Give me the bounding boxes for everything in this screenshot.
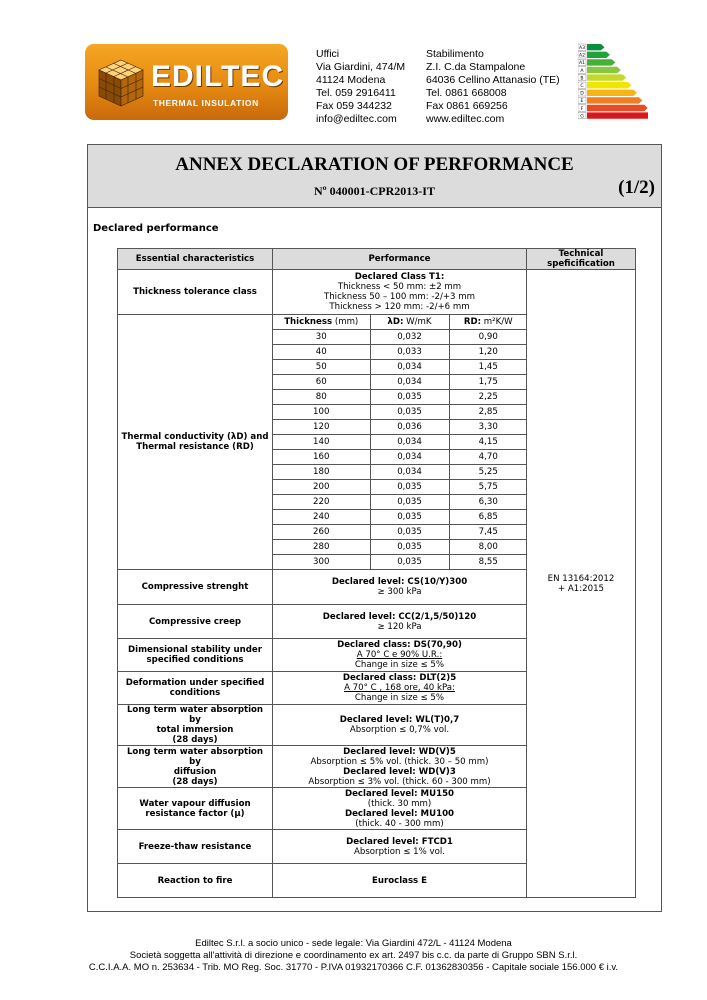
col-unit: W/mK — [403, 317, 432, 327]
perf-line: Declared level: CC(2/1,5/50)120 — [322, 611, 477, 622]
col-label: λD: — [387, 317, 404, 327]
resistance-cell: 7,45 — [449, 525, 527, 540]
resistance-cell: 1,20 — [449, 345, 527, 360]
dimensional-stability-label — [118, 639, 273, 672]
energy-class-bar — [578, 90, 637, 97]
energy-class-bar — [578, 59, 615, 66]
thickness-cell: 300 — [273, 555, 370, 570]
thermal-row — [273, 405, 527, 420]
page-footer — [0, 938, 707, 974]
resistance-cell: 6,85 — [449, 510, 527, 525]
deformation-value — [273, 672, 527, 705]
perf-line: Declared level: WL(T)0,7 — [339, 715, 460, 725]
thermal-row — [273, 390, 527, 405]
perf-line: Declared level: WD(V)5 — [343, 746, 456, 757]
label-line: Deformation under specified — [125, 678, 265, 688]
spec-line: + A1:2015 — [557, 583, 605, 594]
footer-line: Ediltec S.r.l. a socio unico - sede legale: Via Giardini 472/L - 41124 Modena — [195, 938, 512, 949]
compressive-creep-value — [273, 605, 527, 639]
thickness-cell: 30 — [273, 330, 370, 345]
plant-line: Fax 0861 669256 — [426, 100, 508, 112]
thickness-tolerance-value — [273, 270, 527, 315]
label-line: Long term water absorption by — [126, 705, 264, 725]
resistance-cell: 6,30 — [449, 495, 527, 510]
energy-class-bar — [578, 74, 626, 81]
perf-line: Declared level: FTCD1 — [346, 836, 453, 847]
thermal-row — [273, 360, 527, 375]
thermal-row — [273, 435, 527, 450]
energy-class-label: B — [580, 76, 584, 82]
compressive-strength-value — [273, 570, 527, 605]
brand-name: EDILTEC — [151, 60, 285, 93]
lambda-cell: 0,035 — [370, 525, 449, 540]
thermal-label-line: Thermal resistance (RD) — [136, 442, 254, 452]
thermal-row — [273, 420, 527, 435]
office-line: 41124 Modena — [316, 74, 386, 86]
lambda-cell: 0,035 — [370, 510, 449, 525]
perf-line: Declared class: DS(70,90) — [337, 640, 462, 650]
deformation-label — [118, 672, 273, 705]
thickness-cell: 40 — [273, 345, 370, 360]
thermal-row — [273, 555, 527, 570]
lambda-cell: 0,035 — [370, 495, 449, 510]
lambda-cell: 0,035 — [370, 480, 449, 495]
reaction-fire-value: Euroclass E — [273, 864, 527, 898]
lambda-cell: 0,034 — [370, 435, 449, 450]
resistance-cell: 5,75 — [449, 480, 527, 495]
office-email[interactable]: info@ediltec.com — [316, 113, 397, 125]
lambda-cell: 0,036 — [370, 420, 449, 435]
office-line: Tel. 059 2916411 — [316, 87, 396, 99]
page-number: (1/2) — [618, 177, 655, 198]
thickness-cell: 80 — [273, 390, 370, 405]
resistance-cell: 4,70 — [449, 450, 527, 465]
immersion-label — [118, 705, 273, 746]
label-line: Long term water absorption by — [126, 746, 264, 767]
col-label: RD: — [463, 317, 482, 327]
label-line: specified conditions — [146, 655, 244, 665]
diffusion-value — [273, 746, 527, 788]
freeze-thaw-value — [273, 830, 527, 864]
energy-class-icon — [578, 43, 648, 121]
perf-line: ≥ 120 kPa — [377, 621, 422, 632]
section-label: Declared performance — [93, 223, 219, 234]
energy-class-label: G — [580, 114, 584, 120]
energy-class-label: C — [580, 84, 584, 89]
resistance-cell: 1,45 — [449, 360, 527, 375]
resistance-cell: 2,85 — [449, 405, 527, 420]
lambda-cell: 0,032 — [370, 330, 449, 345]
table-header-row — [118, 249, 636, 270]
resistance-cell: 8,00 — [449, 540, 527, 555]
plant-line: 64036 Cellino Attanasio (TE) — [426, 74, 560, 86]
cube-logo-icon — [95, 58, 147, 108]
plant-line: Stabilimento — [426, 48, 484, 60]
document-title: ANNEX DECLARATION OF PERFORMANCE — [175, 154, 574, 175]
immersion-value — [273, 705, 527, 746]
col-lambda — [370, 315, 449, 330]
perf-line: (thick. 30 mm) — [367, 798, 432, 809]
thermal-row — [273, 495, 527, 510]
plant-line: Tel. 0861 668008 — [426, 87, 507, 99]
thermal-subtable — [273, 315, 527, 569]
perf-line: Declared level: MU150 — [344, 788, 455, 799]
compressive-strength-label: Compressive strenght — [118, 570, 273, 605]
perf-line: Absorption ≤ 5% vol. (thick. 30 – 50 mm) — [310, 756, 489, 767]
perf-line: Declared level: MU100 — [344, 808, 455, 819]
label-line: (28 days) — [172, 776, 218, 787]
perf-line: Thickness 50 – 100 mm: -2/+3 mm — [323, 292, 475, 302]
header-specification: Technical speficification — [527, 249, 636, 270]
footer-line: C.C.I.A.A. MO n. 253634 - Trib. MO Reg. Soc. 31770 - P.IVA 01932170366 C.F. 01362830356 - Capitale sociale 156.000 € i.v. — [88, 962, 619, 973]
header-characteristics: Essential characteristics — [118, 249, 273, 270]
lambda-cell: 0,034 — [370, 450, 449, 465]
vapour-value — [273, 788, 527, 830]
col-unit: m²K/W — [481, 317, 513, 327]
energy-class-bar — [578, 105, 648, 112]
energy-class-label: E — [580, 99, 584, 105]
thickness-cell: 240 — [273, 510, 370, 525]
resistance-cell: 2,25 — [449, 390, 527, 405]
thickness-cell: 260 — [273, 525, 370, 540]
resistance-cell: 0,90 — [449, 330, 527, 345]
plant-website[interactable]: www.ediltec.com — [426, 113, 505, 125]
table-row — [118, 270, 636, 315]
thermal-row — [273, 540, 527, 555]
lambda-cell: 0,035 — [370, 405, 449, 420]
lambda-cell: 0,034 — [370, 375, 449, 390]
lambda-cell: 0,035 — [370, 390, 449, 405]
brand-tagline: THERMAL INSULATION — [153, 98, 259, 108]
energy-class-label: F — [580, 106, 584, 112]
label-line: resistance factor (µ) — [145, 808, 245, 819]
col-label: Thickness — [284, 317, 333, 327]
thermal-label — [118, 315, 273, 570]
office-address — [316, 48, 405, 126]
thickness-cell: 280 — [273, 540, 370, 555]
perf-line: Declared level: CS(10/Y)300 — [331, 577, 468, 587]
thickness-cell: 180 — [273, 465, 370, 480]
performance-table — [117, 248, 636, 898]
energy-class-bar — [578, 112, 648, 119]
energy-class-bar — [578, 82, 632, 89]
document-number: Nº 040001-CPR2013-IT — [314, 184, 435, 198]
thermal-values — [273, 315, 527, 570]
thickness-cell: 60 — [273, 375, 370, 390]
thermal-row — [273, 330, 527, 345]
energy-class-bar — [578, 97, 642, 104]
perf-line: Absorption ≤ 1% vol. — [353, 846, 445, 857]
reaction-fire-label: Reaction to fire — [118, 864, 273, 898]
perf-line: Absorption ≤ 0,7% vol. — [349, 725, 450, 735]
label-line: conditions — [169, 688, 221, 698]
thickness-cell: 200 — [273, 480, 370, 495]
thickness-tolerance-label: Thickness tolerance class — [118, 270, 273, 315]
thermal-row — [273, 345, 527, 360]
diffusion-label — [118, 746, 273, 788]
perf-line: Declared Class T1: — [354, 272, 445, 282]
energy-class-label: A2 — [578, 53, 586, 59]
label-line: diffusion — [173, 766, 217, 777]
footer-line: Società soggetta all'attività di direzione e coordinamento ex art. 2497 bis c.c. da parte di Gruppo SBN S.r.l. — [129, 950, 578, 961]
label-line: Water vapour diffusion — [139, 798, 251, 809]
perf-line: Declared class: DLT(2)5 — [342, 673, 457, 683]
office-line: Via Giardini, 474/M — [316, 61, 406, 73]
col-unit: (mm) — [332, 317, 359, 327]
resistance-cell: 5,25 — [449, 465, 527, 480]
office-line: Uffici — [316, 48, 340, 60]
resistance-cell: 3,30 — [449, 420, 527, 435]
thermal-row — [273, 465, 527, 480]
office-line: Fax 059 344232 — [316, 100, 392, 112]
label-line: total immersion — [156, 725, 234, 735]
label-line: (28 days) — [172, 735, 218, 745]
col-thickness — [273, 315, 370, 330]
perf-line: Change in size ≤ 5% — [354, 660, 445, 670]
thickness-cell: 140 — [273, 435, 370, 450]
thickness-cell: 220 — [273, 495, 370, 510]
col-resistance — [449, 315, 527, 330]
energy-class-label: A1 — [578, 61, 586, 67]
spec-line: EN 13164:2012 — [547, 573, 615, 584]
thermal-row — [273, 480, 527, 495]
perf-line: Declared level: WD(V)3 — [343, 766, 456, 777]
lambda-cell: 0,033 — [370, 345, 449, 360]
dimensional-stability-value — [273, 639, 527, 672]
perf-line: Absorption ≤ 3% vol. (thick. 60 - 300 mm) — [308, 776, 491, 787]
vapour-label — [118, 788, 273, 830]
thermal-row — [273, 525, 527, 540]
compressive-creep-label: Compressive creep — [118, 605, 273, 639]
company-logo — [85, 44, 288, 120]
thermal-header-row — [273, 315, 527, 330]
energy-class-bar — [578, 52, 610, 59]
energy-class-label: A3 — [578, 46, 586, 51]
header-performance: Performance — [273, 249, 527, 270]
technical-specification — [527, 270, 636, 898]
perf-line: Thickness > 120 mm: -2/+6 mm — [329, 302, 470, 312]
perf-line: A 70° C e 90% U.R.: — [356, 650, 443, 660]
thermal-row — [273, 450, 527, 465]
resistance-cell: 4,15 — [449, 435, 527, 450]
lambda-cell: 0,034 — [370, 465, 449, 480]
perf-line: A 70° C , 168 ore, 40 kPa: — [344, 683, 455, 693]
thickness-cell: 120 — [273, 420, 370, 435]
resistance-cell: 8,55 — [449, 555, 527, 570]
thermal-label-line: Thermal conductivity (λD) and — [121, 432, 269, 442]
energy-class-label: D — [580, 91, 584, 97]
lambda-cell: 0,035 — [370, 540, 449, 555]
freeze-thaw-label: Freeze-thaw resistance — [118, 830, 273, 864]
energy-class-bar — [578, 44, 605, 51]
plant-address — [426, 48, 560, 126]
perf-line: Change in size ≤ 5% — [354, 693, 445, 703]
resistance-cell: 1,75 — [449, 375, 527, 390]
lambda-cell: 0,034 — [370, 360, 449, 375]
label-line: Dimensional stability under — [128, 645, 262, 655]
thickness-cell: 160 — [273, 450, 370, 465]
perf-line: ≥ 300 kPa — [377, 587, 422, 597]
perf-line: Thickness < 50 mm: ±2 mm — [337, 282, 462, 292]
thermal-row — [273, 375, 527, 390]
perf-line: (thick. 40 - 300 mm) — [355, 818, 444, 829]
lambda-cell: 0,035 — [370, 555, 449, 570]
energy-class-bar — [578, 67, 621, 74]
energy-class-label: A — [580, 68, 584, 74]
thickness-cell: 100 — [273, 405, 370, 420]
plant-line: Z.I. C.da Stampalone — [426, 61, 526, 73]
thickness-cell: 50 — [273, 360, 370, 375]
title-box — [88, 145, 661, 208]
thermal-row — [273, 510, 527, 525]
